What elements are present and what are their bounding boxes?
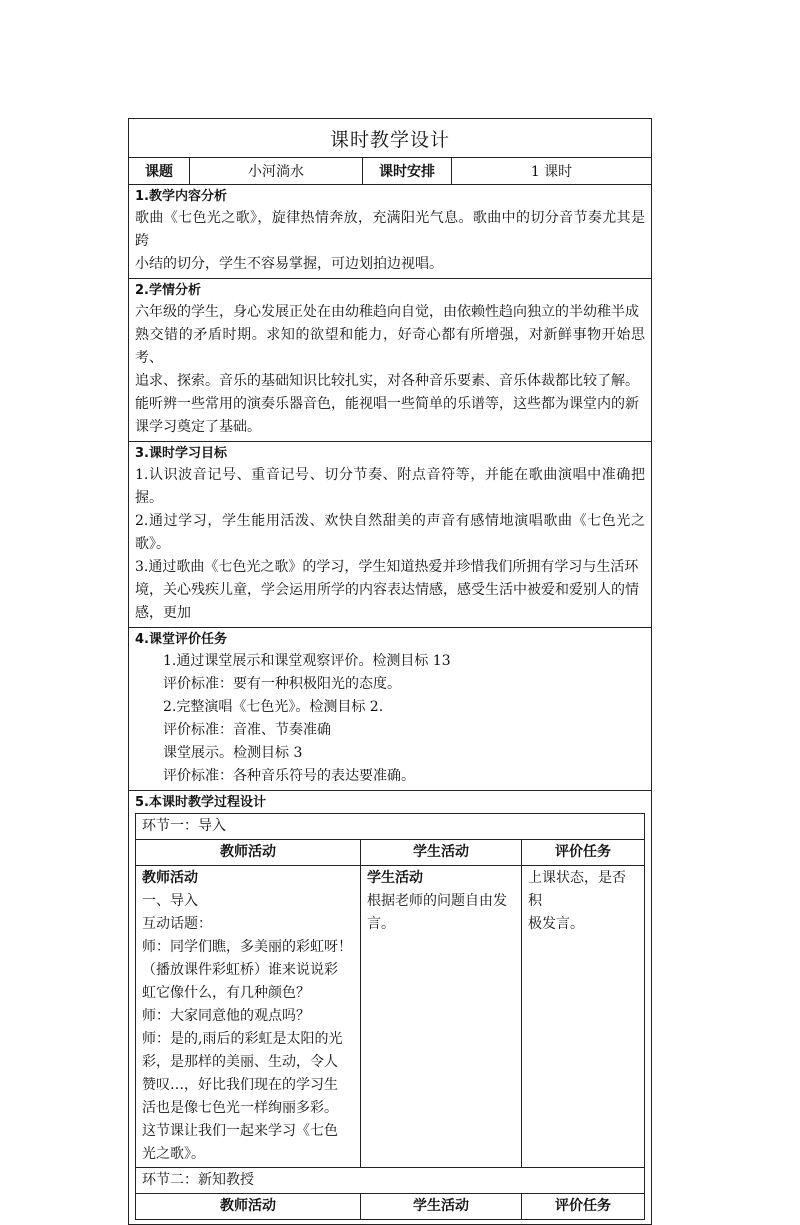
text-line: 言。 — [367, 916, 395, 932]
text-line: 课堂展示。检测目标 3 — [163, 745, 303, 761]
teacher-activity-cell — [136, 866, 361, 1168]
column-header-evaluation: 评价任务 — [522, 840, 645, 866]
text-line: 活也是像七色光一样绚丽多彩。 — [142, 1100, 338, 1116]
text-line: 师：是的,雨后的彩虹是太阳的光 — [142, 1031, 343, 1047]
text-line: 1.通过课堂展示和课堂观察评价。检测目标 13 — [163, 653, 451, 669]
text-line: 互动话题： — [142, 916, 212, 932]
text-line: （播放课件彩虹桥）谁来说说彩 — [142, 962, 338, 978]
text-line: 追求、探索。音乐的基础知识比较扎实，对各种音乐要素、音乐体裁都比较了解。 — [135, 373, 639, 389]
text-line: 上课状态，是否积 — [528, 870, 626, 909]
text-line: 能听辨一些常用的演奏乐器音色，能视唱一些简单的乐谱等，这些都为课堂内的新 — [135, 396, 639, 412]
text-line: 赞叹…，好比我们现在的学习生 — [142, 1077, 338, 1093]
phase-label: 环节一：导入 — [136, 814, 645, 840]
text-line: 这节课让我们一起来学习《七色 — [142, 1123, 338, 1139]
evaluation-task-cell — [522, 866, 645, 1168]
lesson-plan-document — [128, 118, 652, 1225]
text-line: 2.完整演唱《七色光》。检测目标 2. — [163, 699, 384, 715]
text-line: 3.通过歌曲《七色光之歌》的学习，学生知道热爱并珍惜我们所拥有学习与生活环 — [135, 559, 639, 575]
text-line: 一、导入 — [142, 893, 198, 909]
text-line: 1.认识波音记号、重音记号、切分节奏、附点音符等，并能在歌曲演唱中准确把握。 — [135, 467, 645, 506]
text-line: 熟交错的矛盾时期。求知的欲望和能力，好奇心都有所增强，对新鲜事物开始思考、 — [135, 327, 645, 366]
text-line: 彩，是那样的美丽、生动，令人 — [142, 1054, 338, 1070]
schedule-label: 课时安排 — [363, 158, 452, 185]
process-table — [135, 813, 645, 1220]
section-heading: 2.学情分析 — [135, 283, 201, 298]
section-evaluation-tasks — [129, 628, 652, 791]
text-line: 感，更加 — [135, 605, 191, 621]
document-title: 课时教学设计 — [129, 119, 652, 158]
text-line: 师：大家同意他的观点吗？ — [142, 1008, 310, 1024]
topic-value: 小河淌水 — [190, 158, 363, 185]
section-learning-goals — [129, 442, 652, 628]
section-student-analysis — [129, 279, 652, 442]
column-header-teacher: 教师活动 — [136, 840, 361, 866]
text-line: 2.通过学习，学生能用活泼、欢快自然甜美的声音有感情地演唱歌曲《七色光之歌》。 — [135, 513, 645, 552]
text-line: 评价标准：各种音乐符号的表达要准确。 — [163, 768, 415, 784]
text-line: 根据老师的问题自由发 — [367, 893, 507, 909]
text-line: 师：同学们瞧，多美丽的彩虹呀！ — [142, 939, 352, 955]
lesson-plan-table — [128, 118, 652, 1225]
section-heading: 1.教学内容分析 — [135, 189, 227, 204]
column-header-student: 学生活动 — [361, 840, 522, 866]
text-line: 境，关心残疾儿童，学会运用所学的内容表达情感，感受生活中被爱和爱别人的情 — [135, 582, 639, 598]
schedule-value: 1 课时 — [452, 158, 652, 185]
section-heading: 5.本课时教学过程设计 — [135, 795, 266, 810]
student-activity-cell — [361, 866, 522, 1168]
text-line: 六年级的学生，身心发展正处在由幼稚趋向自觉，由依赖性趋向独立的半幼稚半成 — [135, 304, 639, 320]
text-line: 小结的切分，学生不容易掌握，可边划拍边视唱。 — [135, 256, 443, 272]
column-header-student: 学生活动 — [361, 1194, 522, 1220]
topic-label: 课题 — [129, 158, 190, 185]
section-heading: 3.课时学习目标 — [135, 446, 227, 461]
column-header-evaluation: 评价任务 — [522, 1194, 645, 1220]
text-line: 光之歌》。 — [142, 1146, 205, 1162]
text-line: 极发言。 — [528, 916, 584, 932]
section-process-design — [129, 791, 652, 1225]
section-heading: 4.课堂评价任务 — [135, 632, 227, 647]
text-line: 虹它像什么，有几种颜色？ — [142, 985, 310, 1001]
section-content-analysis — [129, 185, 652, 279]
column-header-teacher: 教师活动 — [136, 1194, 361, 1220]
cell-heading: 教师活动 — [142, 870, 198, 886]
cell-heading: 学生活动 — [367, 870, 423, 886]
text-line: 课学习奠定了基础。 — [135, 419, 261, 435]
phase-label: 环节二：新知教授 — [136, 1168, 645, 1194]
text-line: 评价标准：音准、节奏准确 — [163, 722, 331, 738]
text-line: 歌曲《七色光之歌》，旋律热情奔放，充满阳光气息。歌曲中的切分音节奏尤其是跨 — [135, 210, 645, 249]
text-line: 评价标准：要有一种积极阳光的态度。 — [163, 676, 401, 692]
